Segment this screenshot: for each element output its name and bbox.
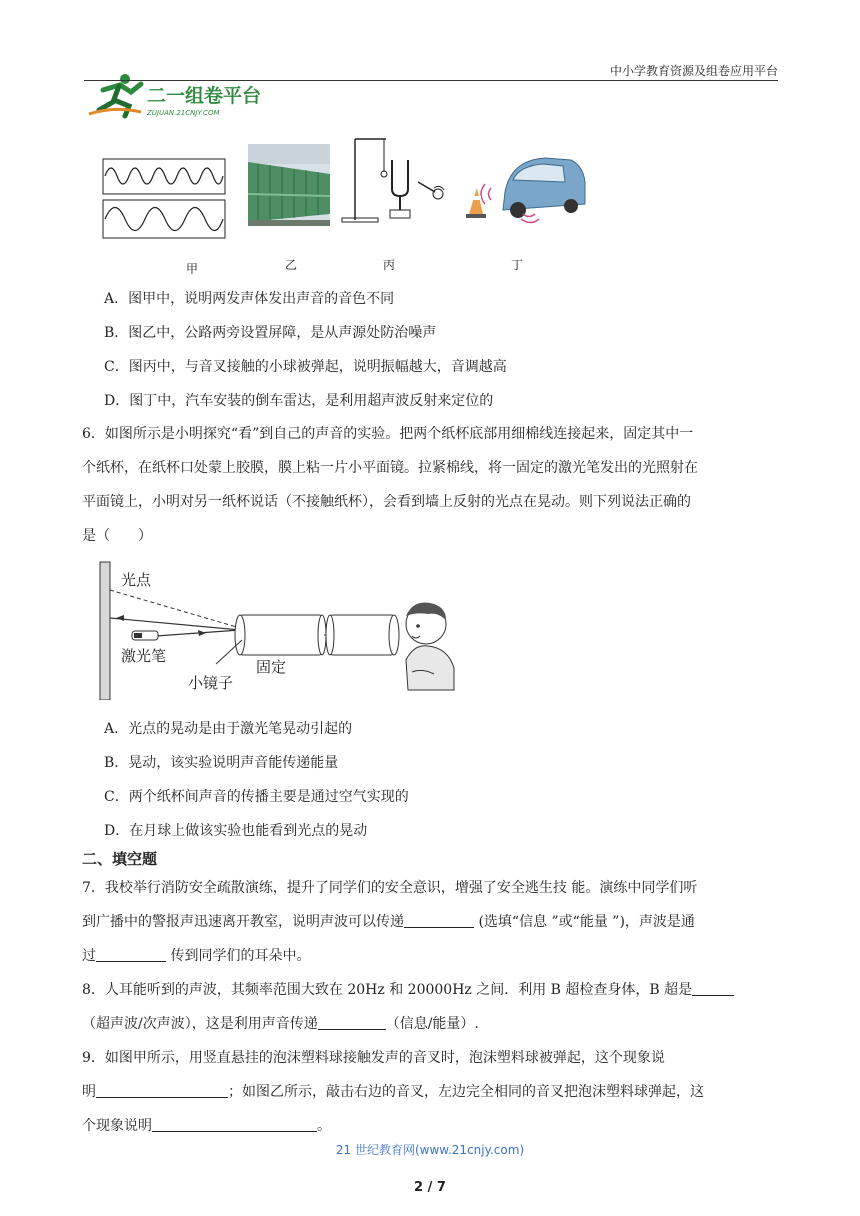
figure-label-jia: 甲 (186, 262, 199, 276)
q5-option-d: D．图丁中，汽车安装的倒车雷达，是利用超声波反射来定位的 (104, 393, 494, 409)
q8-blank-1[interactable] (692, 981, 734, 996)
q8-line-2 (82, 1013, 479, 1035)
q7-line-2-text-b: (选填“信息 ”或“能量 ”)，声波是通 (474, 914, 695, 930)
q7-line-2-text-a: 到广播中的警报声迅速离开教室，说明声波可以传递 (82, 914, 404, 930)
q5-option-a: A．图甲中，说明两发声体发出声音的音色不同 (104, 291, 395, 307)
header-rule (84, 80, 778, 81)
q9-line-1: 9．如图甲所示，用竖直悬挂的泡沫塑料球接触发声的音叉时，泡沫塑料球被弹起，这个现象说 (82, 1050, 665, 1066)
q6-option-a: A．光点的晃动是由于激光笔晃动引起的 (104, 721, 353, 737)
q5-figure-row (95, 132, 615, 276)
q7-blank-2[interactable] (96, 947, 166, 962)
figure-label-mirror: 小镜子 (188, 674, 234, 692)
tuning-fork-figure (340, 134, 450, 226)
q7-line-3 (82, 945, 310, 967)
q6-stem-line-4: 是（ ） (82, 528, 152, 544)
q6-option-b: B．晃动，该实验说明声音能传递能量 (104, 755, 339, 771)
q9-line-3 (82, 1115, 331, 1137)
footer-source: 21 世纪教育网(www.21cnjy.com) (335, 1143, 525, 1157)
q9-blank-1[interactable] (96, 1083, 228, 1098)
q9-line-2 (82, 1081, 704, 1103)
q7-line-1: 7．我校举行消防安全疏散演练，提升了同学们的安全意识，增强了安全逃生技 能。演练中同学们听 (82, 880, 698, 896)
q7-line-3-text-b: 传到同学们的耳朵中。 (166, 948, 311, 964)
q9-line-3-text-a: 个现象说明 (82, 1118, 152, 1134)
q6-option-d: D．在月球上做该实验也能看到光点的晃动 (104, 823, 368, 839)
q8-line-2-text-a: （超声波/次声波），这是利用声音传递 (82, 1016, 318, 1032)
q7-line-3-text-a: 过 (82, 948, 96, 964)
q9-blank-2[interactable] (152, 1117, 317, 1132)
q7-line-2 (82, 911, 695, 933)
section-title: 二、填空题 (82, 850, 158, 868)
q6-stem-line-2: 个纸杯，在纸杯口处蒙上胶膜，膜上粘一片小平面镜。拉紧棉线，将一固定的激光笔发出的光照射在 (82, 460, 698, 476)
runner-logo-icon (85, 70, 275, 125)
noise-barrier-photo (248, 144, 330, 226)
q8-blank-2[interactable] (318, 1015, 386, 1030)
q8-line-2-text-b: （信息/能量）. (385, 1016, 479, 1032)
q8-line-1 (82, 979, 734, 1001)
platform-title: 中小学教育资源及组卷应用平台 (609, 64, 778, 78)
page-number: 2 / 7 (414, 1180, 446, 1195)
q5-option-b: B．图乙中，公路两旁设置屏障，是从声源处防治噪声 (104, 325, 437, 341)
q9-line-2-text-b: ；如图乙所示，敲击右边的音叉，左边完全相同的音叉把泡沫塑料球弹起，这 (228, 1084, 704, 1100)
figure-label-laser-pen: 激光笔 (121, 647, 167, 665)
figure-label-light-spot: 光点 (121, 571, 152, 589)
q9-line-3-text-b: 。 (317, 1118, 331, 1134)
q5-option-c: C．图丙中，与音叉接触的小球被弹起，说明振幅越大，音调越高 (104, 359, 507, 375)
q6-option-c: C．两个纸杯间声音的传播主要是通过空气实现的 (104, 789, 409, 805)
q6-stem-line-1: 6．如图所示是小明探究“看”到自己的声音的实验。把两个纸杯底部用细棉线连接起来，固定其中一 (82, 426, 694, 442)
q7-blank-1[interactable] (404, 913, 474, 928)
logo-text: 二一组卷平台 (147, 85, 262, 107)
waveform-figure (102, 158, 226, 240)
q6-figure (96, 560, 466, 700)
figure-label-ding: 丁 (511, 258, 524, 272)
q6-stem-line-3: 平面镜上，小明对另一纸杯说话（不接触纸杯），会看到墙上反射的光点在晃动。则下列说法正确的 (82, 494, 691, 510)
logo-subtext: ZUJUAN.21CNJY.COM (147, 109, 220, 117)
q9-line-2-text-a: 明 (82, 1084, 96, 1100)
figure-label-fixed: 固定 (256, 658, 287, 676)
car-radar-figure (463, 152, 588, 228)
figure-label-yi: 乙 (285, 258, 298, 272)
figure-label-bing: 丙 (383, 258, 396, 272)
q8-line-1-text: 8．人耳能听到的声波，其频率范围大致在 20Hz 和 20000Hz 之间．利用 B 超检查身体，B 超是 (82, 982, 693, 998)
logo (85, 70, 275, 125)
